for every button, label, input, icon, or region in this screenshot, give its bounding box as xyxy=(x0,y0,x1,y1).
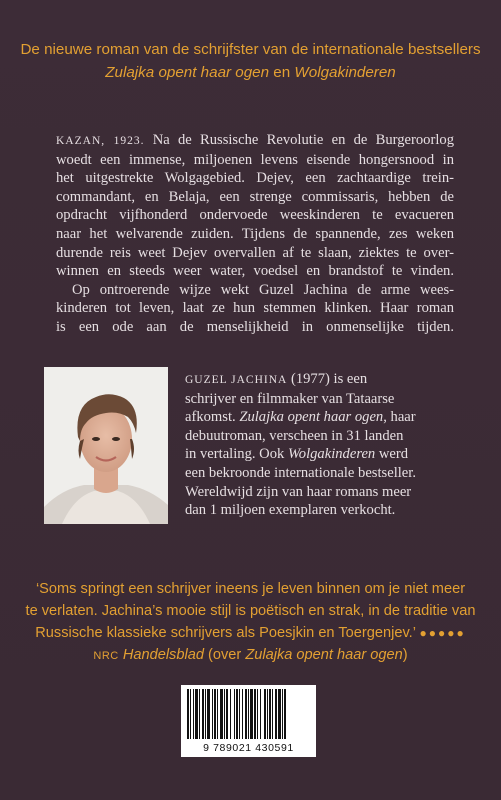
barcode-bar xyxy=(187,689,189,739)
quote-line-3: Russische klassieke schrijvers als Poesjkin en Toergenjev.’ ●●●●● xyxy=(35,625,466,641)
author-bio xyxy=(185,370,460,520)
quote-line-1: ‘Soms springt een schrijver ineens je leven binnen om je niet meer xyxy=(35,581,466,597)
barcode-bar xyxy=(269,689,271,739)
barcode-bar xyxy=(282,689,283,739)
barcode-bar xyxy=(226,689,228,739)
author-bio-line: een bekroonde internationale bestseller. xyxy=(185,464,416,481)
author-bio-line: schrijver en filmmaker van Tataarse xyxy=(185,390,395,407)
quote-source-book: Zulajka opent haar ogen xyxy=(245,647,403,663)
isbn-digits: 9 789021 430591 xyxy=(203,742,294,754)
barcode-bar xyxy=(248,689,249,739)
blurb-line: naar het welvarende zuiden. Tijdens de spannende, zes weken xyxy=(56,225,454,242)
quote-source-publication: Handelsblad xyxy=(122,647,204,663)
barcode-bar xyxy=(254,689,256,739)
quote-source: NRC Handelsblad (over Zulajka opent haar ogen) xyxy=(93,647,408,663)
blurb-place-date: KAZAN, 1923. xyxy=(56,135,145,147)
author-bio-line: GUZEL JACHINA (1977) is een xyxy=(185,371,368,387)
barcode-bar xyxy=(217,689,218,739)
barcode-bar xyxy=(267,689,268,739)
barcode-bar xyxy=(239,689,240,739)
blurb-line: durende reis weet Dejev overvallen af te slaan, ziektes te over- xyxy=(56,244,454,261)
barcode-bar xyxy=(245,689,247,739)
tagline-connector: en xyxy=(269,64,295,81)
tagline-line-1: De nieuwe roman van de schrijfster van de internationale bestsellers xyxy=(20,41,481,58)
tagline-line-2 xyxy=(10,61,491,84)
blurb-paragraph-1 xyxy=(56,131,454,281)
tagline-title-1: Zulajka opent haar ogen xyxy=(105,64,270,81)
barcode-bar xyxy=(212,689,213,739)
author-bio-line: Wereldwijd zijn van haar romans meer xyxy=(185,483,412,500)
author-name: GUZEL JACHINA xyxy=(185,374,288,386)
blurb-line: opdracht vijfhonderd ondervoede weeskinderen te evacueren xyxy=(56,207,454,224)
barcode-bar xyxy=(257,689,258,739)
barcode-bar xyxy=(275,689,277,739)
blurb-line: commandant, en Belaja, een strenge commissaris, hebben de xyxy=(56,188,454,205)
blurb-line: is een ode aan de menselijkheid in onmenselijke tijden. xyxy=(56,318,454,335)
blurb-line: Op ontroerende wijze wekt Guzel Jachina de arme wees- xyxy=(72,281,454,298)
quote-line-2: te verlaten. Jachina’s mooie stijl is poëtisch en strak, in de traditie van xyxy=(25,603,476,619)
barcode-bar xyxy=(195,689,198,739)
barcode-bar xyxy=(242,689,243,739)
barcode-bars xyxy=(185,689,312,739)
author-photo xyxy=(44,367,168,524)
rating-stars: ●●●●● xyxy=(419,626,466,640)
quote-source-publication-sc: NRC xyxy=(93,650,119,662)
blurb-line: het uitgestrekte Wolgagebied. Dejev, een zachtaardige trein- xyxy=(56,170,454,187)
barcode-bar xyxy=(207,689,210,739)
author-book-1: Zulajka opent haar ogen xyxy=(239,409,384,426)
isbn-barcode xyxy=(181,685,316,757)
barcode-bar xyxy=(190,689,191,739)
barcode-bar xyxy=(205,689,206,739)
barcode-bar xyxy=(224,689,225,739)
blurb xyxy=(56,131,454,337)
tagline-title-2: Wolgakinderen xyxy=(294,64,396,81)
barcode-bar xyxy=(220,689,223,739)
barcode-bar xyxy=(284,689,286,739)
barcode-bar xyxy=(230,689,231,739)
tagline xyxy=(10,38,491,84)
barcode-bar xyxy=(214,689,216,739)
barcode-bar xyxy=(250,689,253,739)
author-portrait-illustration xyxy=(44,367,168,524)
blurb-line: kinderen tot leven, laat ze hun stemmen klinken. Haar roman xyxy=(56,300,454,317)
press-quote xyxy=(12,578,489,667)
author-bio-line: debuutroman, verscheen in 31 landen xyxy=(185,427,404,444)
barcode-bar xyxy=(236,689,238,739)
barcode-bar xyxy=(193,689,194,739)
blurb-line: winnen en steeds weer water, voedsel en brandstof te vinden. xyxy=(56,263,454,280)
barcode-bar xyxy=(234,689,235,739)
author-book-2: Wolgakinderen xyxy=(287,446,376,463)
author-bio-line: afkomst. Zulajka opent haar ogen, haar xyxy=(185,409,416,426)
barcode-bar xyxy=(260,689,261,739)
barcode-bar xyxy=(202,689,204,739)
barcode-bar xyxy=(272,689,273,739)
barcode-bar xyxy=(278,689,281,739)
author-year: (1977) xyxy=(287,371,330,387)
barcode-bar xyxy=(199,689,200,739)
author-bio-line: in vertaling. Ook Wolgakinderen werd xyxy=(185,446,409,463)
blurb-line: KAZAN, 1923. Na de Russische Revolutie en de Burgeroorlog xyxy=(56,132,454,148)
blurb-paragraph-2 xyxy=(56,281,454,337)
blurb-line: woedt een immense, miljoenen levens eisende hongersnood in xyxy=(56,151,454,168)
barcode-bar xyxy=(264,689,266,739)
author-bio-line: dan 1 miljoen exemplaren verkocht. xyxy=(185,502,396,519)
